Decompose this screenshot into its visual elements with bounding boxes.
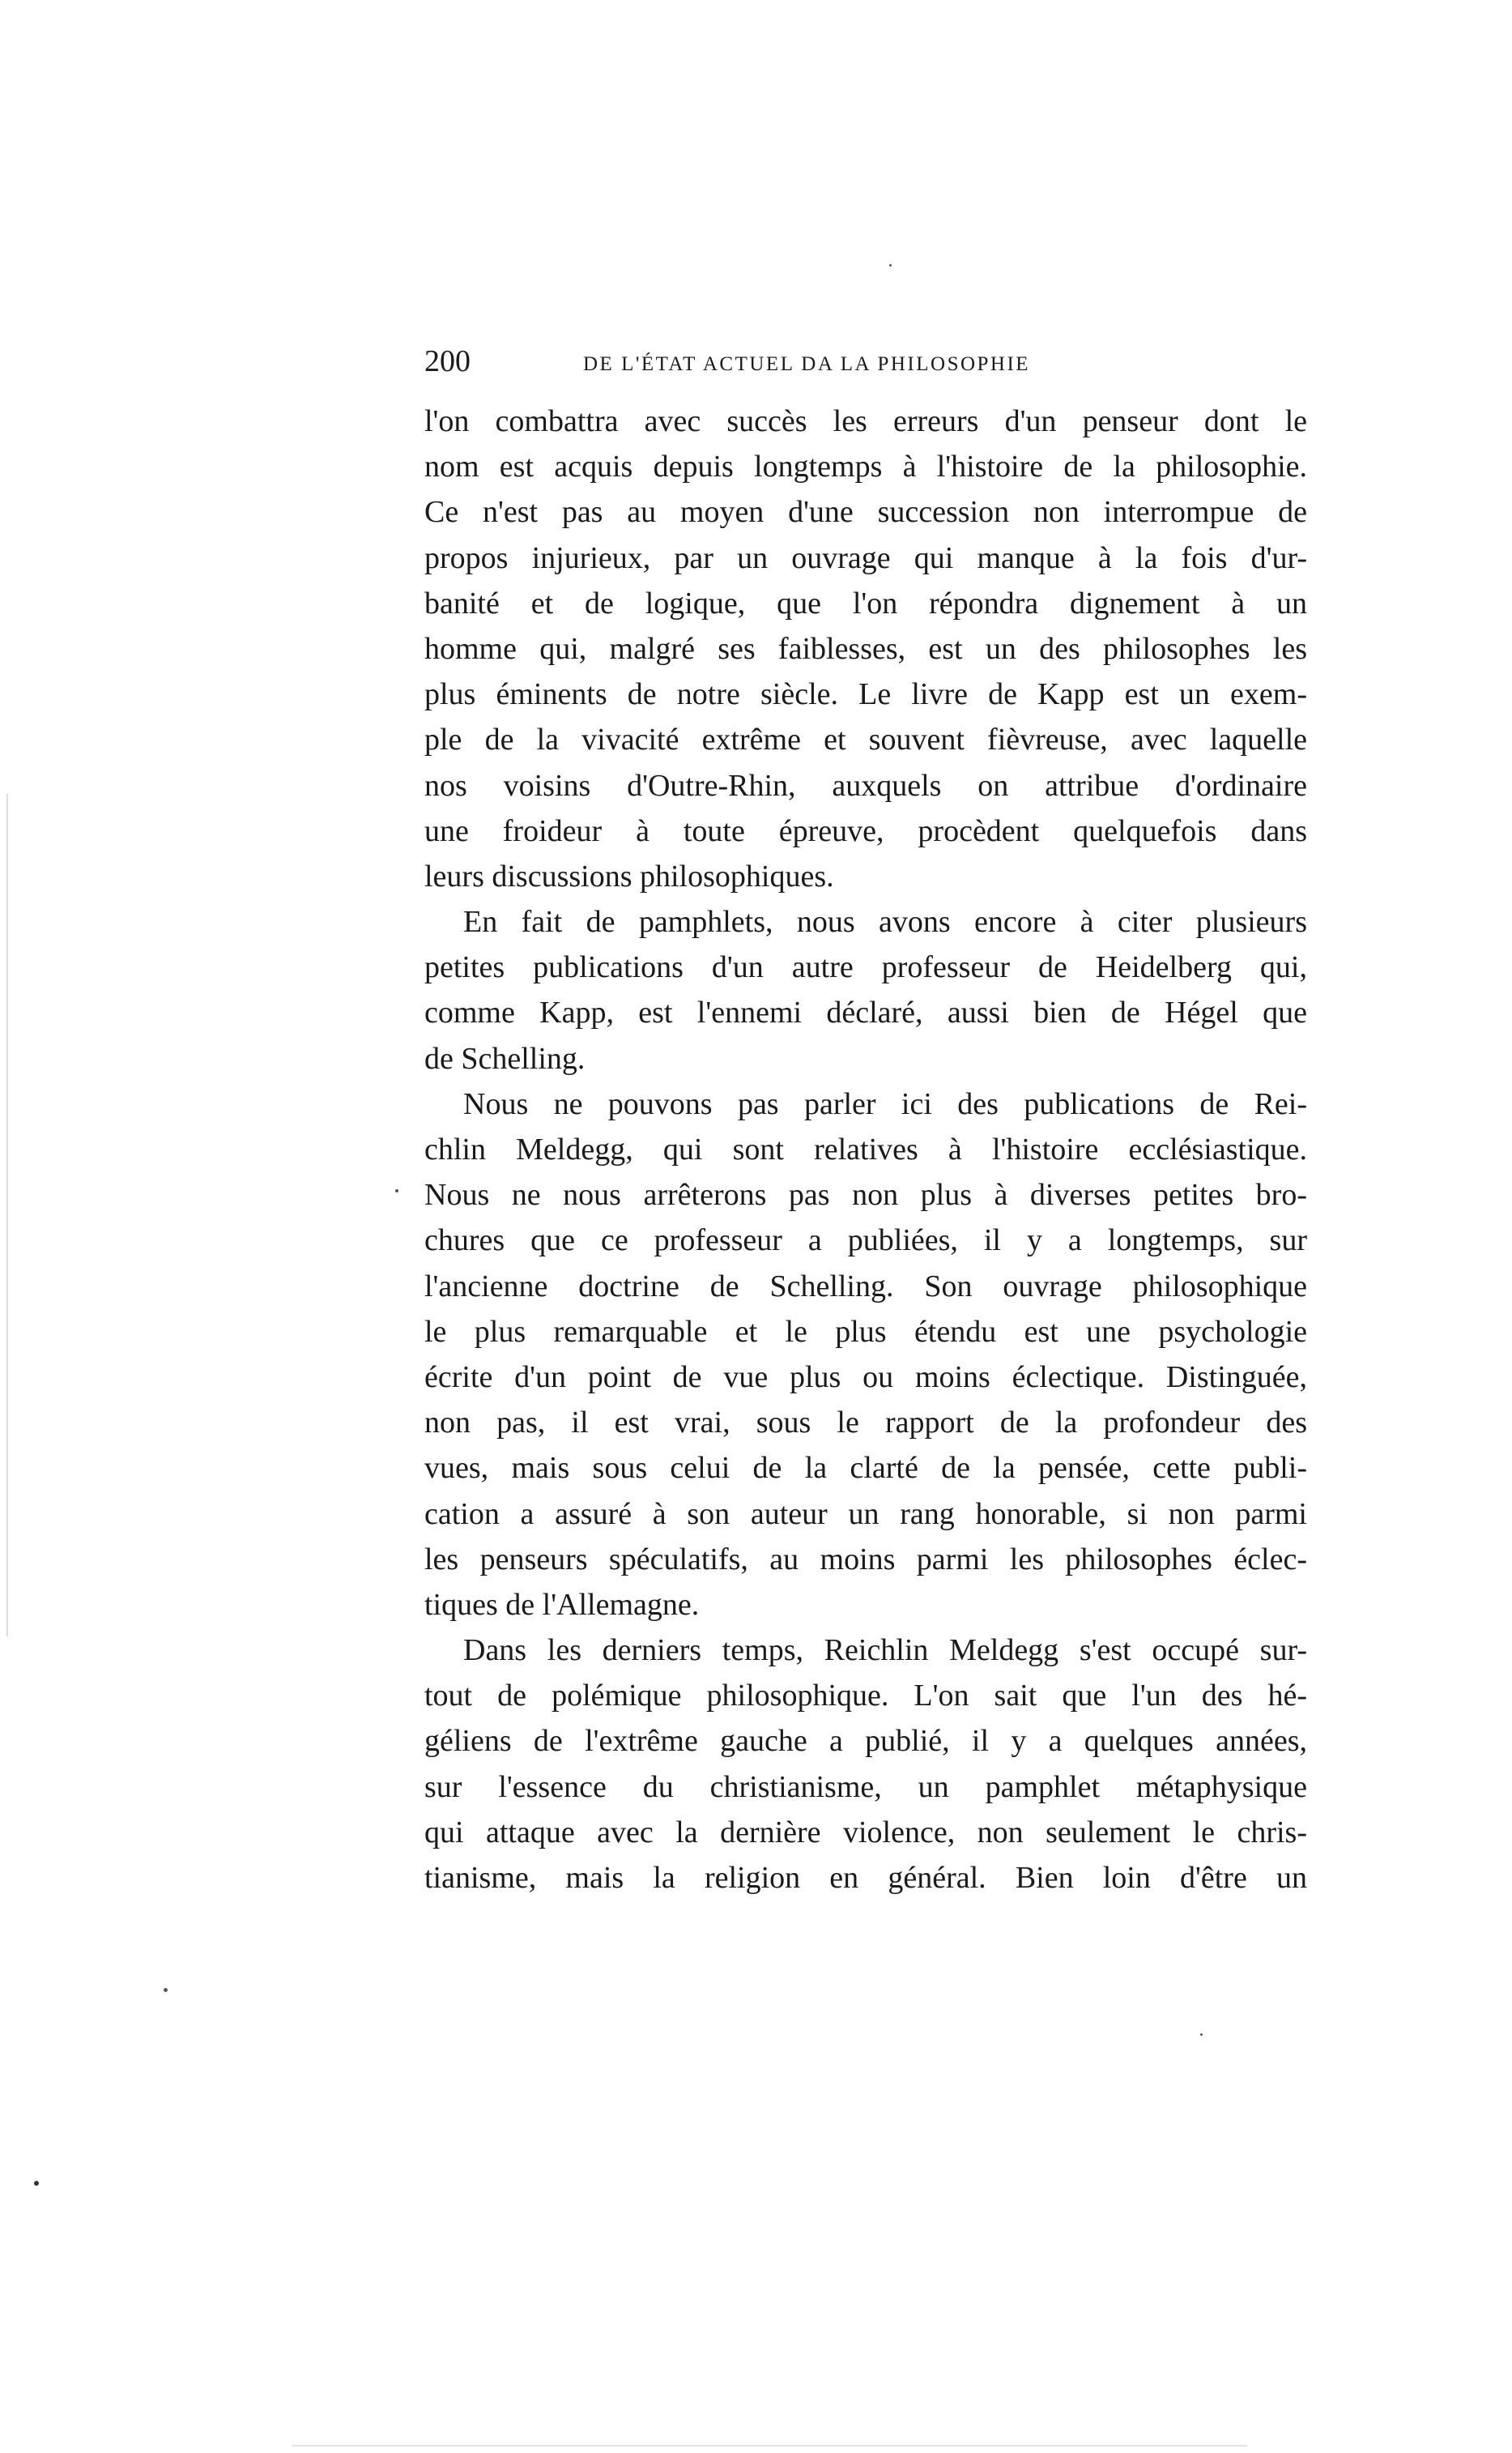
text-line: banité et de logique, que l'on répondra dignement à un [424,586,1307,621]
text-line: une froideur à toute épreuve, procèdent quelquefois dans [424,813,1307,848]
scan-speck [1200,2033,1203,2036]
text-line: comme Kapp, est l'ennemi déclaré, aussi bien de Hégel que [424,996,1307,1030]
paragraph-end-line: de Schelling. [424,1041,586,1076]
text-line: géliens de l'extrême gauche a publié, il y a quelques années, [424,1724,1307,1759]
paragraph-end-line: tiques de l'Allemagne. [424,1587,700,1622]
text-line: plus éminents de notre siècle. Le livre de Kapp est un exem- [424,677,1307,712]
text-line: Ce n'est pas au moyen d'une succession non interrompue de [424,495,1307,530]
text-line: les penseurs spéculatifs, au moins parmi les philosophes éclec- [424,1542,1307,1576]
body-text [424,399,1307,1901]
text-line: vues, mais sous celui de la clarté de la pensée, cette publi- [424,1451,1307,1486]
scan-speck [164,1988,168,1992]
scan-speck [395,1189,398,1192]
text-line: chures que ce professeur a publiées, il y a longtemps, sur [424,1223,1307,1258]
text-line: écrite d'un point de vue plus ou moins éclectique. Distinguée, [424,1359,1307,1394]
scan-speck [34,2181,39,2186]
text-line: l'ancienne doctrine de Schelling. Son ouvrage philosophique [424,1269,1307,1303]
text-line: tianisme, mais la religion en général. Bien loin d'être un [424,1861,1307,1895]
text-line: nom est acquis depuis longtemps à l'histoire de la philosophie. [424,450,1307,484]
text-line: qui attaque avec la dernière violence, non seulement le chris- [424,1815,1307,1849]
text-line: petites publications d'un autre professeur de Heidelberg qui, [424,950,1307,985]
text-line: cation a assuré à son auteur un rang honorable, si non parmi [424,1496,1307,1531]
text-line: chlin Meldegg, qui sont relatives à l'histoire ecclésiastique. [424,1133,1307,1167]
scan-edge-line [6,794,8,1636]
text-line: Nous ne nous arrêterons pas non plus à diverses petites bro- [424,1178,1307,1213]
text-line: tout de polémique philosophique. L'on sait que l'un des hé- [424,1679,1307,1713]
text-line: l'on combattra avec succès les erreurs d'un penseur dont le [424,404,1307,438]
scan-speck [889,264,892,267]
scan-bottom-line [292,2445,1247,2447]
paragraph-first-line: Nous ne pouvons pas parler ici des publications de Rei- [463,1086,1307,1121]
text-line: ple de la vivacité extrême et souvent fièvreuse, avec laquelle [424,723,1307,757]
text-line: sur l'essence du christianisme, un pamphlet métaphysique [424,1769,1307,1804]
text-line: propos injurieux, par un ouvrage qui manque à la fois d'ur- [424,540,1307,575]
text-line: nos voisins d'Outre-Rhin, auxquels on attribue d'ordinaire [424,768,1307,803]
text-line: homme qui, malgré ses faiblesses, est un des philosophes les [424,631,1307,666]
text-line: le plus remarquable et le plus étendu est une psychologie [424,1314,1307,1349]
text-line: non pas, il est vrai, sous le rapport de la profondeur des [424,1406,1307,1440]
running-title: DE L'ÉTAT ACTUEL DA LA PHILOSOPHIE [583,353,1031,375]
page-number: 200 [424,344,471,378]
running-head [424,339,1307,384]
paragraph-first-line: En fait de pamphlets, nous avons encore à citer plusieurs [463,905,1307,940]
paragraph-end-line: leurs discussions philosophiques. [424,859,834,894]
paragraph-first-line: Dans les derniers temps, Reichlin Meldegg s'est occupé sur- [463,1633,1307,1668]
